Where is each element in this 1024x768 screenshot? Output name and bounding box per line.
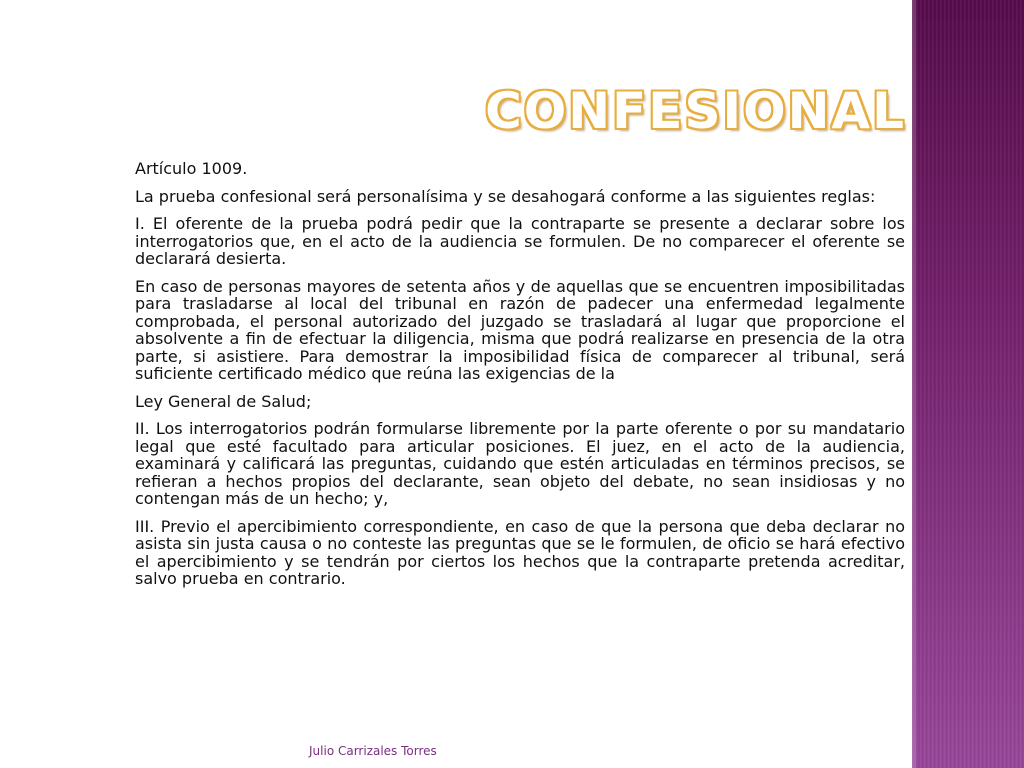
slide-footer-author: Julio Carrizales Torres	[309, 744, 437, 758]
slide-body	[135, 160, 905, 598]
body-paragraph: I. El oferente de la prueba podrá pedir que la contraparte se presente a declarar sobre los interrogatorios que, en el acto de la audiencia se formulen. De no comparecer el oferente se declarará desierta.	[135, 214, 905, 268]
body-paragraph: II. Los interrogatorios podrán formularse libremente por la parte oferente o por su mandatario legal que esté facultado para articular posiciones. El juez, en el acto de la audiencia, examinará y calificará las preguntas, cuidando que estén articuladas en términos precisos, se refieran a hechos propios del declarante, sean objeto del debate, no sean insidiosas y no contengan más de un hecho; y,	[135, 419, 905, 508]
body-paragraph: III. Previo el apercibimiento correspondiente, en caso de que la persona que deba declarar no asista sin justa causa o no conteste las preguntas que se le formulen, de oficio se hará efectivo el apercibimiento y se tendrán por ciertos los hechos que la contraparte pretenda acreditar, salvo prueba en contrario.	[135, 516, 905, 588]
body-paragraph: La prueba confesional será personalísima y se desahogará conforme a las siguientes reglas:	[135, 186, 876, 206]
body-paragraph: En caso de personas mayores de setenta años y de aquellas que se encuentren imposibilitadas para trasladarse al local del tribunal en razón de padecer una enfermedad legalmente comprobada, el personal autorizado del juzgado se trasladará al lugar que proporcione el absolvente a fin de efectuar la diligencia, misma que podrá realizarse en presencia de la otra parte, si asistiere. Para demostrar la imposibilidad física de comparecer al tribunal, será suficiente certificado médico que reúna las exigencias de la	[135, 276, 905, 383]
body-paragraph: Ley General de Salud;	[135, 391, 312, 411]
slide-title: CONFESIONAL	[485, 82, 906, 140]
article-heading: Artículo 1009.	[135, 159, 248, 178]
decorative-side-band	[912, 0, 1024, 768]
